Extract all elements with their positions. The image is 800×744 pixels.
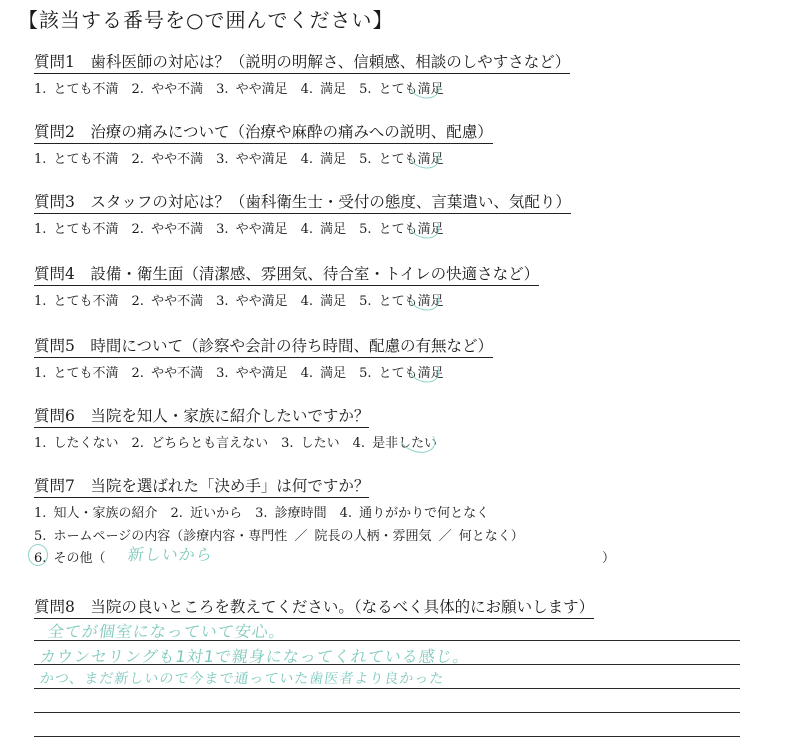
answer-circle-q5 bbox=[405, 353, 443, 386]
question-3-options: 1. とても不満 2. やや不満 3. やや満足 4. 満足 5. とても満足 bbox=[34, 222, 444, 237]
question-6-title: 質問6 当院を知人・家族に紹介したいですか？ bbox=[34, 404, 369, 428]
question-6-options: 1. したくない 2. どちらとも言えない 3. したい 4. 是非したい bbox=[34, 436, 438, 451]
question-7-options-line1: 1. 知人・家族の紹介 2. 近いから 3. 診療時間 4. 通りがかりで何となく bbox=[34, 506, 490, 521]
handwritten-other-answer: 新しいから bbox=[126, 545, 215, 564]
question-2-options: 1. とても不満 2. やや不満 3. やや満足 4. 満足 5. とても満足 bbox=[34, 152, 444, 167]
answer-line-3 bbox=[34, 688, 740, 689]
handwritten-answer-3: かつ、まだ新しいので今まで通っていた歯医者より良かった bbox=[38, 671, 446, 687]
answer-circle-q3 bbox=[405, 209, 443, 242]
question-7-title: 質問7 当院を選ばれた「決め手」は何ですか？ bbox=[34, 474, 369, 498]
question-3-title: 質問3 スタッフの対応は？（歯科衛生士・受付の態度、言葉遣い、気配り） bbox=[34, 190, 571, 214]
answer-circle-q7 bbox=[28, 544, 48, 566]
question-4-options: 1. とても不満 2. やや不満 3. やや満足 4. 満足 5. とても満足 bbox=[34, 294, 444, 309]
form-header: 【該当する番号を○で囲んでください】 bbox=[18, 8, 394, 32]
answer-circle-q1 bbox=[405, 69, 443, 102]
question-7-options-line2: 5. ホームページの内容（診療内容・専門性 ／ 院長の人柄・雰囲気 ／ 何となく） bbox=[34, 529, 524, 544]
handwritten-answer-2: カウンセリングも1対1で親身になってくれている感じ。 bbox=[38, 647, 472, 666]
answer-line-4 bbox=[34, 712, 740, 713]
question-7-options-line3: 6. その他（ bbox=[34, 551, 106, 566]
question-4-title: 質問4 設備・衛生面（清潔感、雰囲気、待合室・トイレの快適さなど） bbox=[34, 262, 539, 286]
answer-circle-q4 bbox=[405, 281, 443, 314]
question-1-options: 1. とても不満 2. やや不満 3. やや満足 4. 満足 5. とても満足 bbox=[34, 82, 444, 97]
answer-circle-q6 bbox=[395, 420, 440, 457]
question-2-title: 質問2 治療の痛みについて（治療や麻酔の痛みへの説明、配慮） bbox=[34, 120, 493, 144]
handwritten-answer-1: 全てが個室になっていて安心。 bbox=[46, 622, 288, 641]
question-1-title: 質問1 歯科医師の対応は？（説明の明解さ、信頼感、相談のしやすさなど） bbox=[34, 50, 570, 74]
answer-circle-q2 bbox=[405, 139, 443, 172]
question-5-options: 1. とても不満 2. やや不満 3. やや満足 4. 満足 5. とても満足 bbox=[34, 366, 444, 381]
close-paren: ） bbox=[602, 551, 616, 566]
question-8-title: 質問8 当院の良いところを教えてください。（なるべく具体的にお願いします） bbox=[34, 595, 594, 619]
question-5-title: 質問5 時間について（診察や会計の待ち時間、配慮の有無など） bbox=[34, 334, 493, 358]
answer-line-5 bbox=[34, 736, 740, 737]
